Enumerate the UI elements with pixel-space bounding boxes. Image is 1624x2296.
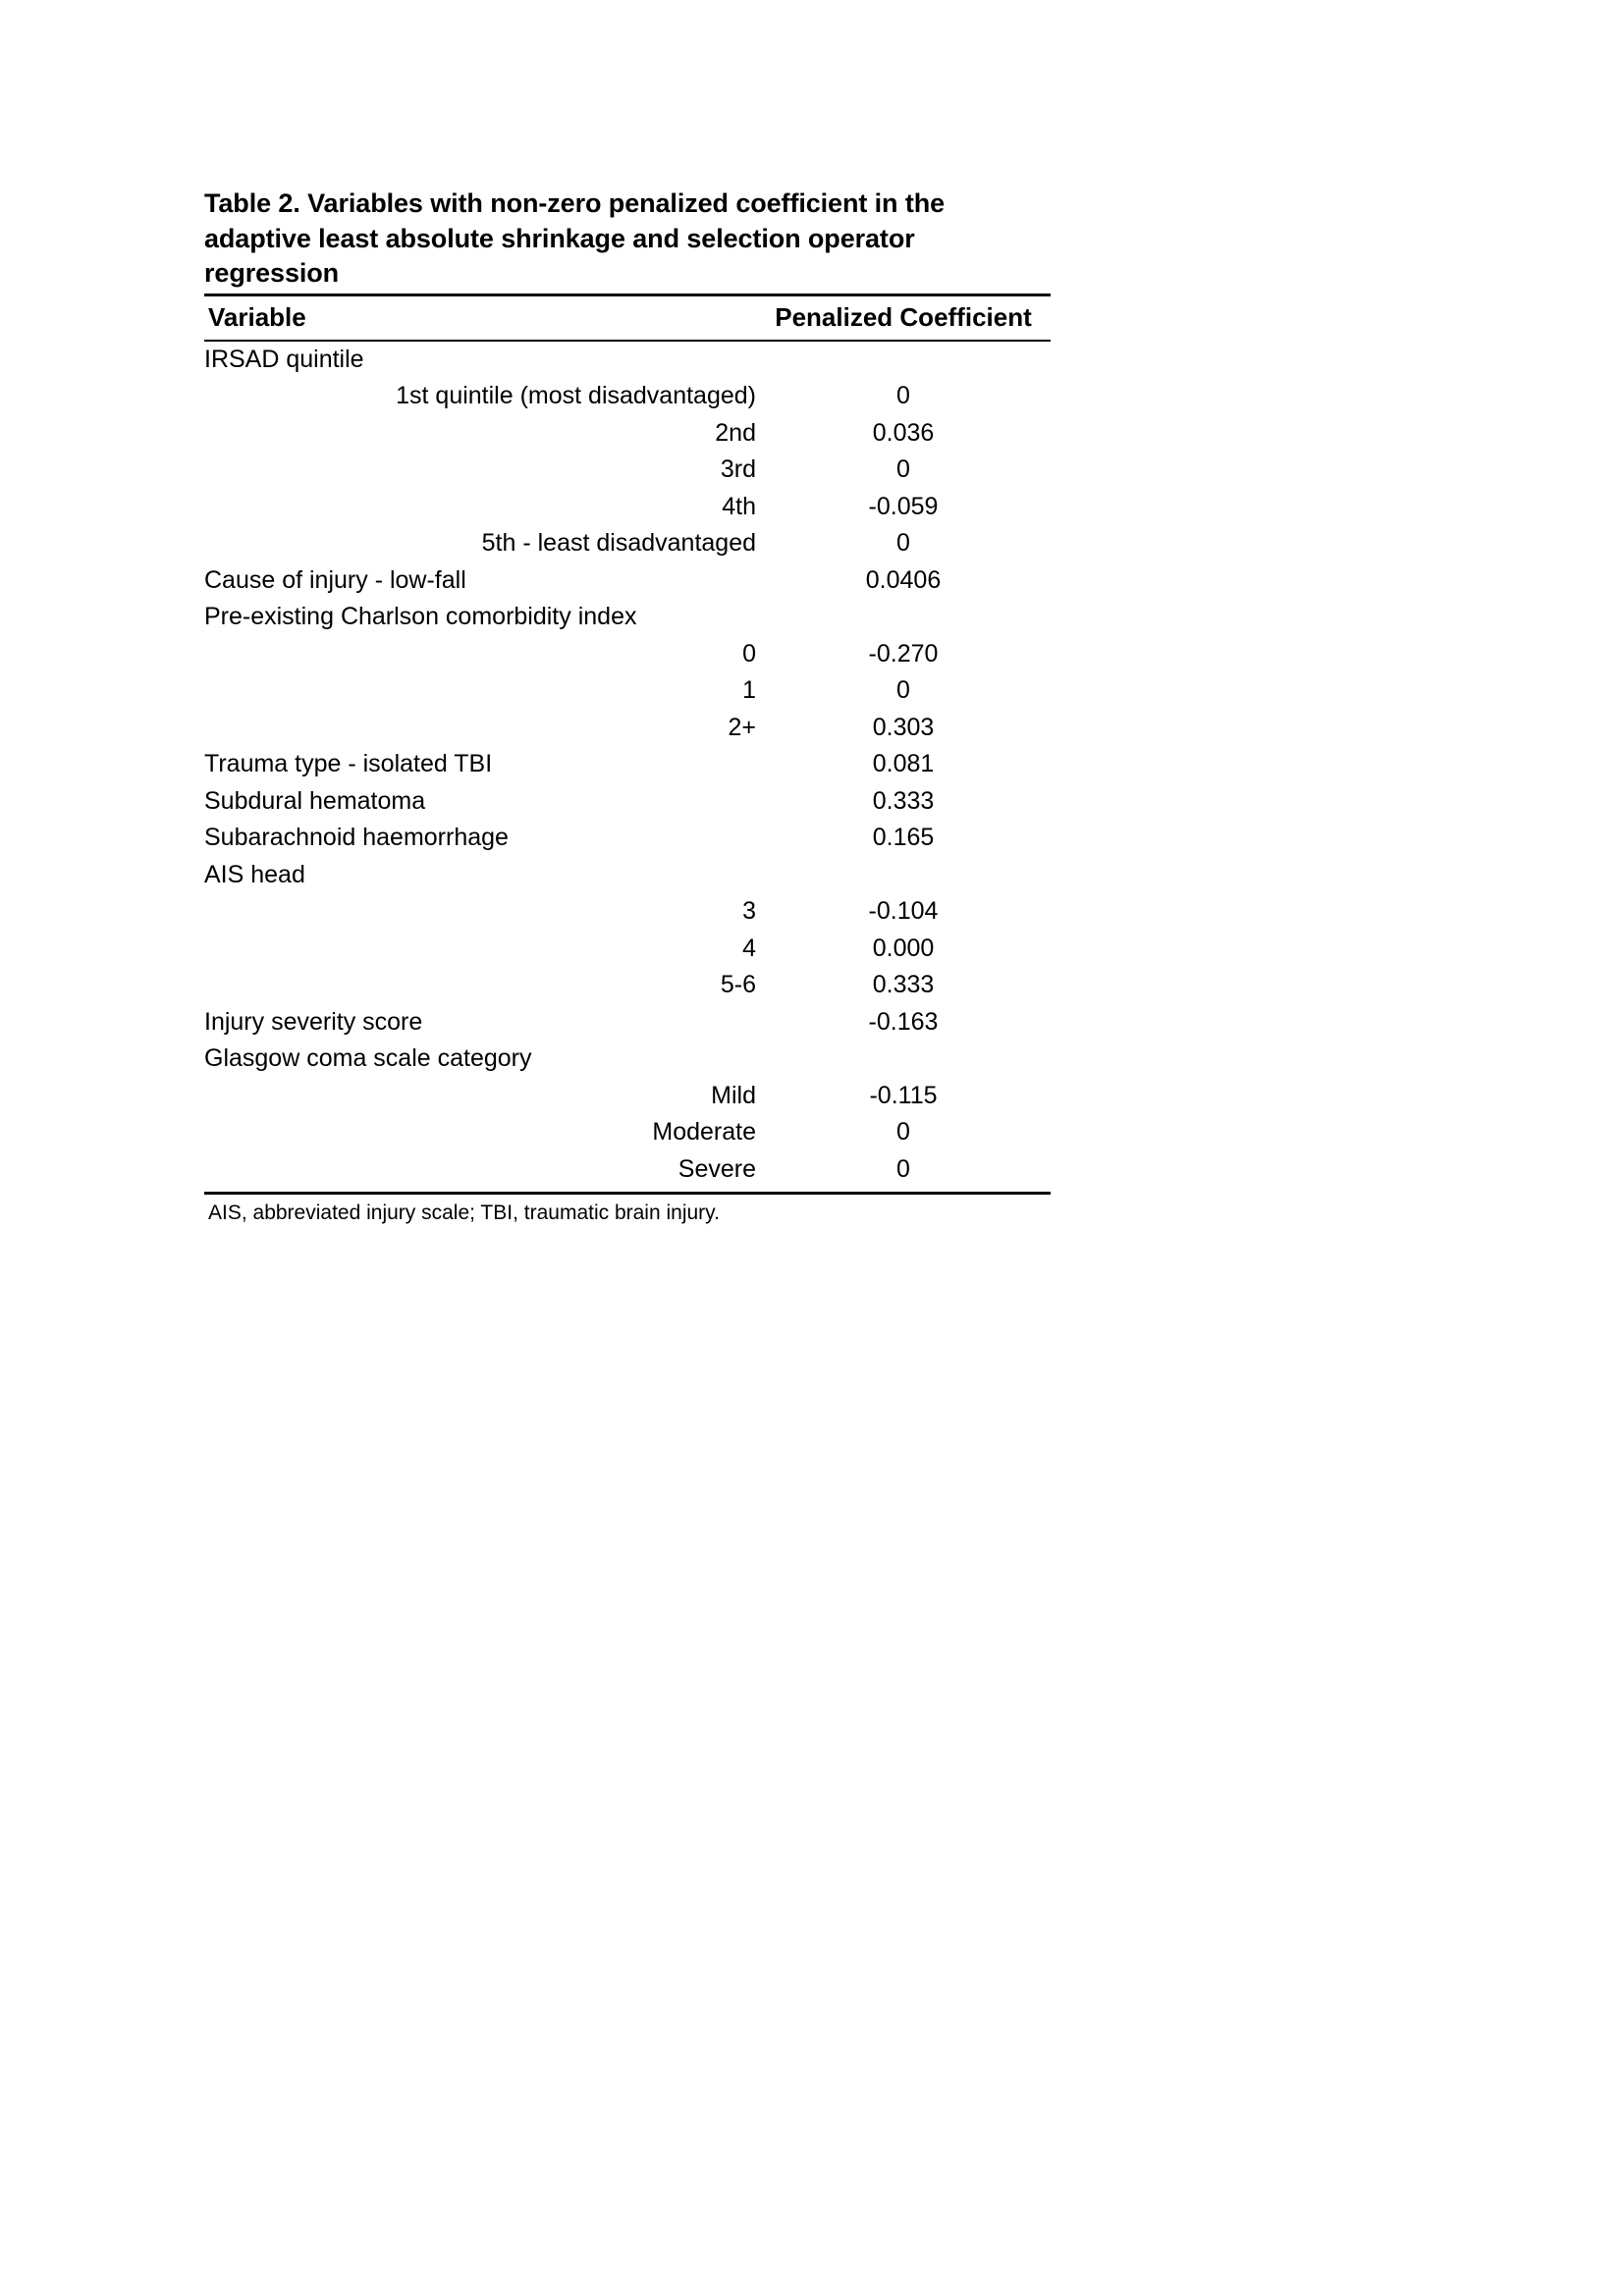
table-cell-coefficient: 0 [896,676,910,705]
table-row [204,783,1051,821]
table-cell-coefficient [756,1041,1051,1078]
table-row [204,931,1051,968]
table-cell-coefficient: 0.303 [872,713,935,741]
table-cell-coefficient: -0.059 [868,492,939,520]
table-cell-variable: Glasgow coma scale category [204,1044,532,1073]
table-row [204,415,1051,453]
table-cell-variable: Mild [711,1081,756,1109]
table-cell-coefficient: 0.333 [872,971,935,999]
table-cell-variable: Trauma type - isolated TBI [204,750,493,778]
table-cell-variable: 4 [742,934,756,962]
table-row [204,1004,1051,1041]
table-cell-coefficient [756,857,1051,894]
table-row [204,672,1051,710]
table-cell-coefficient: 0.081 [872,750,935,778]
table-cell-coefficient: -0.163 [868,1007,939,1036]
table-row [204,599,1051,636]
table-cell-coefficient [756,341,1051,379]
table-cell-coefficient: 0 [896,1118,910,1147]
table-cell-coefficient: -0.115 [869,1081,938,1109]
table-row [204,857,1051,894]
table-cell-variable: AIS head [204,860,305,888]
table-cell-coefficient: 0 [896,529,910,558]
table-cell-variable: Subdural hematoma [204,786,426,815]
table-row [204,893,1051,931]
table-row [204,1078,1051,1115]
table-cell-variable: 3 [742,897,756,926]
table-cell-coefficient: 0 [896,455,910,484]
table-cell-coefficient: 0.036 [872,418,935,447]
table-cell-coefficient: 0.165 [872,824,935,852]
table-cell-coefficient: 0 [896,382,910,410]
table-cell-variable: 0 [742,639,756,667]
table-cell-variable: 1 [742,676,756,705]
table-row [204,562,1051,600]
table-cell-variable: Injury severity score [204,1007,423,1036]
table-2-block [204,187,1058,1225]
table-row [204,452,1051,489]
table-cell-variable: IRSAD quintile [204,345,364,373]
table-cell-variable: Pre-existing Charlson comorbidity index [204,603,637,631]
table-footnote: AIS, abbreviated injury scale; TBI, traumatic brain injury. [208,1201,720,1225]
table-row [204,1114,1051,1151]
table-cell-coefficient: -0.104 [868,897,939,926]
table-row [204,746,1051,783]
penalized-coefficient-table [204,294,1051,1196]
table-header-row [204,294,1051,341]
column-header-variable: Variable [204,294,756,341]
table-cell-coefficient: -0.270 [868,639,939,667]
table-row [204,820,1051,857]
table-row [204,636,1051,673]
table-cell-variable: Severe [204,1151,756,1194]
table-cell-coefficient [756,599,1051,636]
column-header-penalized-coefficient: Penalized Coefficient [756,294,1051,341]
table-row [204,710,1051,747]
table-row [204,967,1051,1004]
table-cell-variable: Cause of injury - low-fall [204,565,466,594]
table-caption: Table 2. Variables with non-zero penalized coefficient in the adaptive least absolute shrinkage and selection operator regression [204,188,946,289]
table-header [204,294,1051,341]
table-row [204,489,1051,526]
table-cell-variable: 4th [722,492,756,520]
table-cell-variable: 2nd [715,418,756,447]
table-cell-variable: 3rd [720,455,756,484]
table-cell-variable: 5-6 [720,971,756,999]
table-cell-coefficient: 0.333 [872,786,935,815]
table-body [204,341,1051,1194]
table-cell-coefficient: 0 [756,1151,1051,1194]
table-cell-variable: 2+ [728,713,756,741]
table-row [204,378,1051,415]
table-row [204,525,1051,562]
table-cell-variable: Subarachnoid haemorrhage [204,824,509,852]
table-cell-variable: Moderate [652,1118,756,1147]
table-row [204,1151,1051,1194]
table-row [204,1041,1051,1078]
table-cell-variable: 1st quintile (most disadvantaged) [396,382,756,410]
table-row [204,341,1051,379]
table-cell-variable: 5th - least disadvantaged [481,529,756,558]
table-cell-coefficient: 0.0406 [865,565,942,594]
table-cell-coefficient: 0.000 [872,934,935,962]
